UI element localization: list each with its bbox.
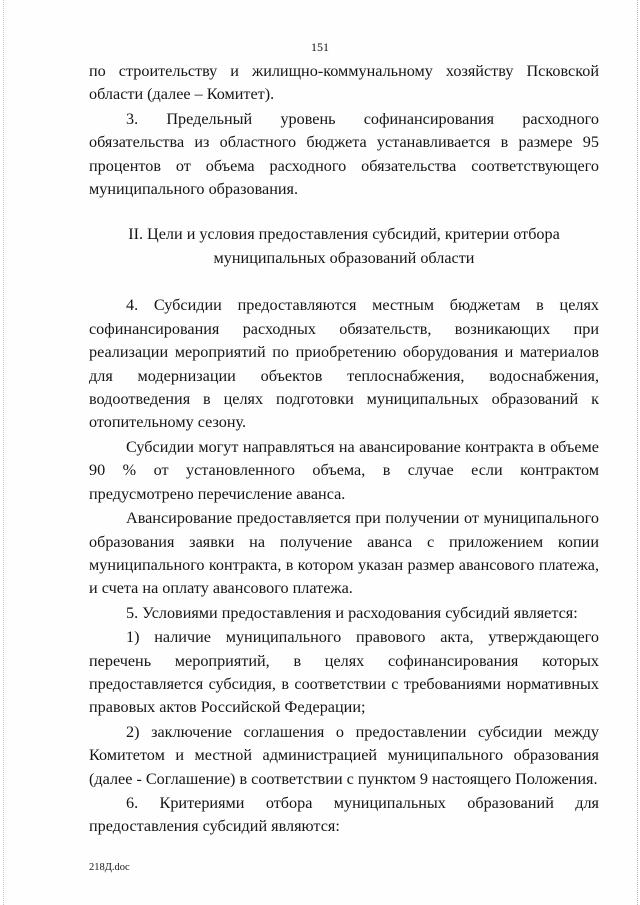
paragraph-item-3: 3. Предельный уровень софинансирования расходного обязательства из областного бюджета устанавливается в размере 95 процентов от объема расходного обязательства соответствующего муниципального образования.: [89, 109, 599, 199]
scan-edge-left: [3, 0, 4, 905]
paragraph-condition-1: 1) наличие муниципального правового акта, утверждающего перечень мероприятий, в целях софинансирования которых предоставляется субсидия, в соответствии с требованиями нормативных правовых актов Российской Федерации;: [89, 628, 599, 717]
paragraph-condition-2: 2) заключение соглашения о предоставлении субсидии между Комитетом и местной администрацией муниципального образования (далее - Соглашение) в соответствии с пунктом 9 настоящего Положения.: [89, 722, 599, 788]
paragraph-committee: по строительству и жилищно-коммунальному хозяйству Псковской области (далее – Комитет).: [89, 62, 599, 104]
page-number: 151: [311, 40, 329, 54]
scan-edge-right: [637, 0, 638, 905]
file-name-footer: 218Д.doc: [89, 862, 130, 873]
paragraph-item-4: 4. Субсидии предоставляются местным бюджетам в целях софинансирования расходных обязательств, возникающих при реализации мероприятий по приобретению оборудования и материалов для модернизации объектов теплоснабжения, водоснабжения, водоотведения в целях подготовки муниципальных образований к отопительному сезону.: [89, 296, 599, 432]
section-heading: II. Цели и условия предоставления субсидий, критерии отбора муниципальных образований области: [128, 225, 560, 268]
paragraph-item-5: 5. Условиями предоставления и расходования субсидий является:: [126, 603, 578, 622]
document-body: [89, 60, 599, 839]
paragraph-advance: Субсидии могут направляться на авансирование контракта в объеме 90 % от установленного объема, в случае если контрактом предусмотрено перечисление аванса.: [89, 437, 599, 503]
paragraph-advance-conditions: Авансирование предоставляется при получении от муниципального образования заявки на получение аванса с приложением копии муниципального контракта, в котором указан размер авансового платежа, и счета на оплату авансового платежа.: [89, 509, 599, 598]
paragraph-item-6: 6. Критериями отбора муниципальных образований для предоставления субсидий являются:: [89, 793, 599, 836]
